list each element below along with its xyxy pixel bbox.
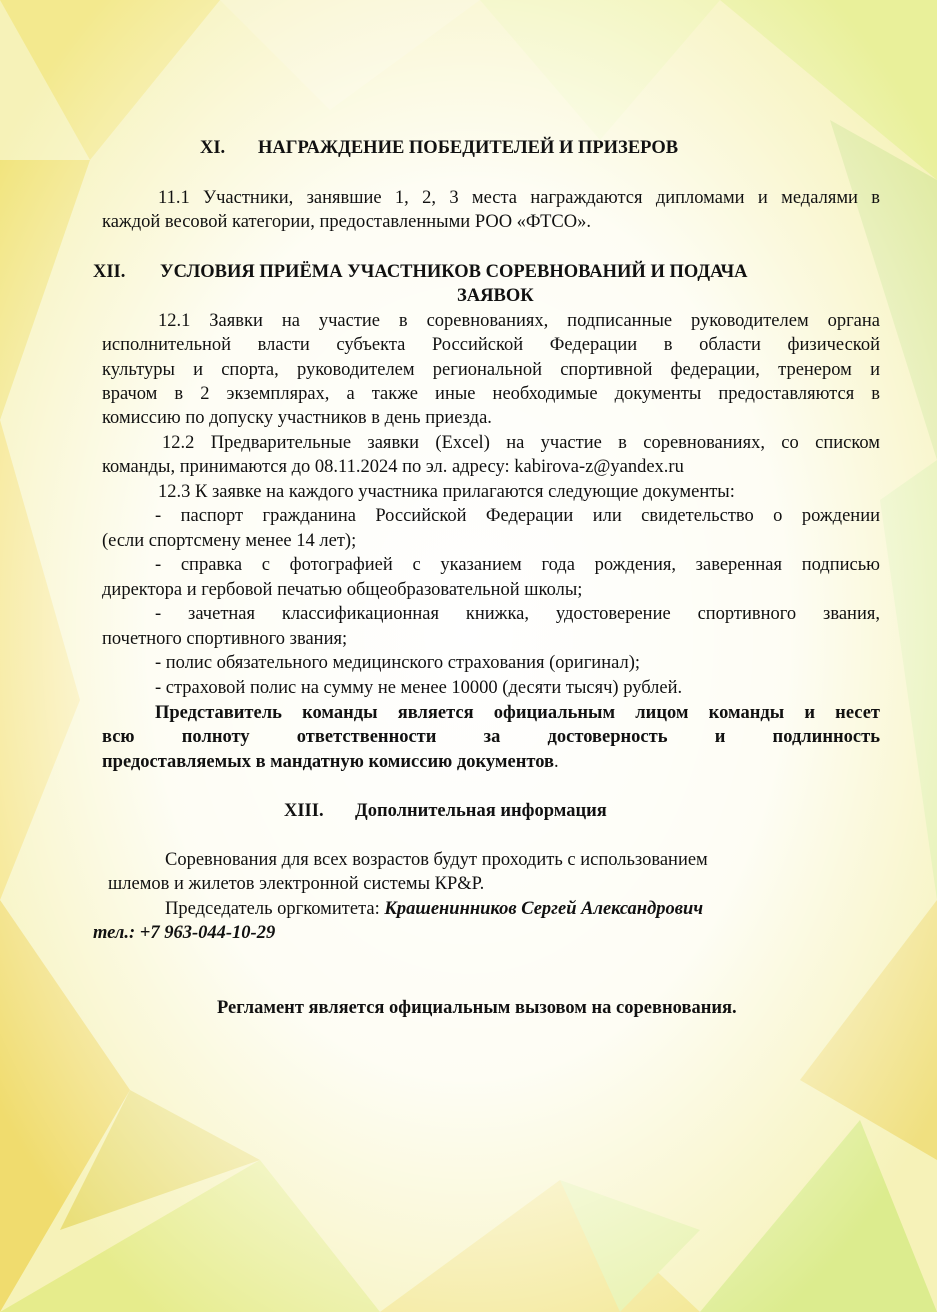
representative-note: Представитель команды является официальным лицом команды и несет xyxy=(155,703,880,723)
representative-note-cont: всю полноту ответственности за достоверность и подлинность xyxy=(102,727,880,747)
section-11-paragraph-cont: каждой весовой категории, предоставленными РОО «ФТСО». xyxy=(102,212,591,232)
additional-info-text: Соревнования для всех возрастов будут проходить с использованием xyxy=(165,850,708,870)
document-list-item-cont: почетного спортивного звания; xyxy=(102,629,348,649)
section-12-title: УСЛОВИЯ ПРИЁМА УЧАСТНИКОВ СОРЕВНОВАНИЙ И ПОДАЧА xyxy=(160,262,748,282)
paragraph-12-1-line: исполнительной власти субъекта Российской Федерации в области физической xyxy=(102,335,880,355)
paragraph-12-1-line: культуры и спорта, руководителем региональной спортивной федерации, тренером и xyxy=(102,360,880,380)
paragraph-12-1-line: комиссию по допуску участников в день приезда. xyxy=(102,408,492,428)
document-list-item: - паспорт гражданина Российской Федерации или свидетельство о рождении xyxy=(155,506,880,526)
additional-info-text-cont: шлемов и жилетов электронной системы КР&Р. xyxy=(108,874,485,894)
chairman-phone: тел.: +7 963-044-10-29 xyxy=(93,923,276,943)
section-13-title: Дополнительная информация xyxy=(355,801,607,821)
paragraph-12-1-line: 12.1 Заявки на участие в соревнованиях, подписанные руководителем органа xyxy=(158,311,880,331)
section-12-title-cont: ЗАЯВОК xyxy=(457,286,534,306)
document-list-item: - страховой полис на сумму не менее 10000 (десяти тысяч) рублей. xyxy=(155,678,683,698)
paragraph-12-2-cont: команды, принимаются до 08.11.2024 по эл. адресу: kabirova-z@yandex.ru xyxy=(102,457,684,477)
document-list-item: - полис обязательного медицинского страхования (оригинал); xyxy=(155,653,641,673)
representative-note-end xyxy=(102,750,559,775)
chairman-line xyxy=(165,897,703,922)
paragraph-12-1-line: врачом в 2 экземплярах, а также иные необходимые документы предоставляются в xyxy=(102,384,880,404)
chairman-label: Председатель оргкомитета: xyxy=(165,899,385,919)
section-13-number: XIII. xyxy=(284,801,324,821)
section-11-title: НАГРАЖДЕНИЕ ПОБЕДИТЕЛЕЙ И ПРИЗЕРОВ xyxy=(258,138,679,158)
official-invitation-note: Регламент является официальным вызовом на соревнования. xyxy=(217,998,737,1018)
document-list-item: - зачетная классификационная книжка, удостоверение спортивного звания, xyxy=(155,604,880,624)
document-list-item-cont: директора и гербовой печатью общеобразовательной школы; xyxy=(102,580,583,600)
representative-note-period: . xyxy=(553,752,559,772)
paragraph-12-2: 12.2 Предварительные заявки (Excel) на участие в соревнованиях, со списком xyxy=(162,433,880,453)
document-list-item: - справка с фотографией с указанием года рождения, заверенная подписью xyxy=(155,555,880,575)
representative-note-end-text: предоставляемых в мандатную комиссию документов xyxy=(102,752,554,772)
paragraph-12-3: 12.3 К заявке на каждого участника прилагаются следующие документы: xyxy=(158,482,735,502)
chairman-name: Крашенинников Сергей Александрович xyxy=(384,899,704,919)
document-list-item-cont: (если спортсмену менее 14 лет); xyxy=(102,531,357,551)
section-11-paragraph: 11.1 Участники, занявшие 1, 2, 3 места награждаются дипломами и медалями в xyxy=(158,188,880,208)
section-12-number: XII. xyxy=(93,262,126,282)
section-11-number: XI. xyxy=(200,138,226,158)
